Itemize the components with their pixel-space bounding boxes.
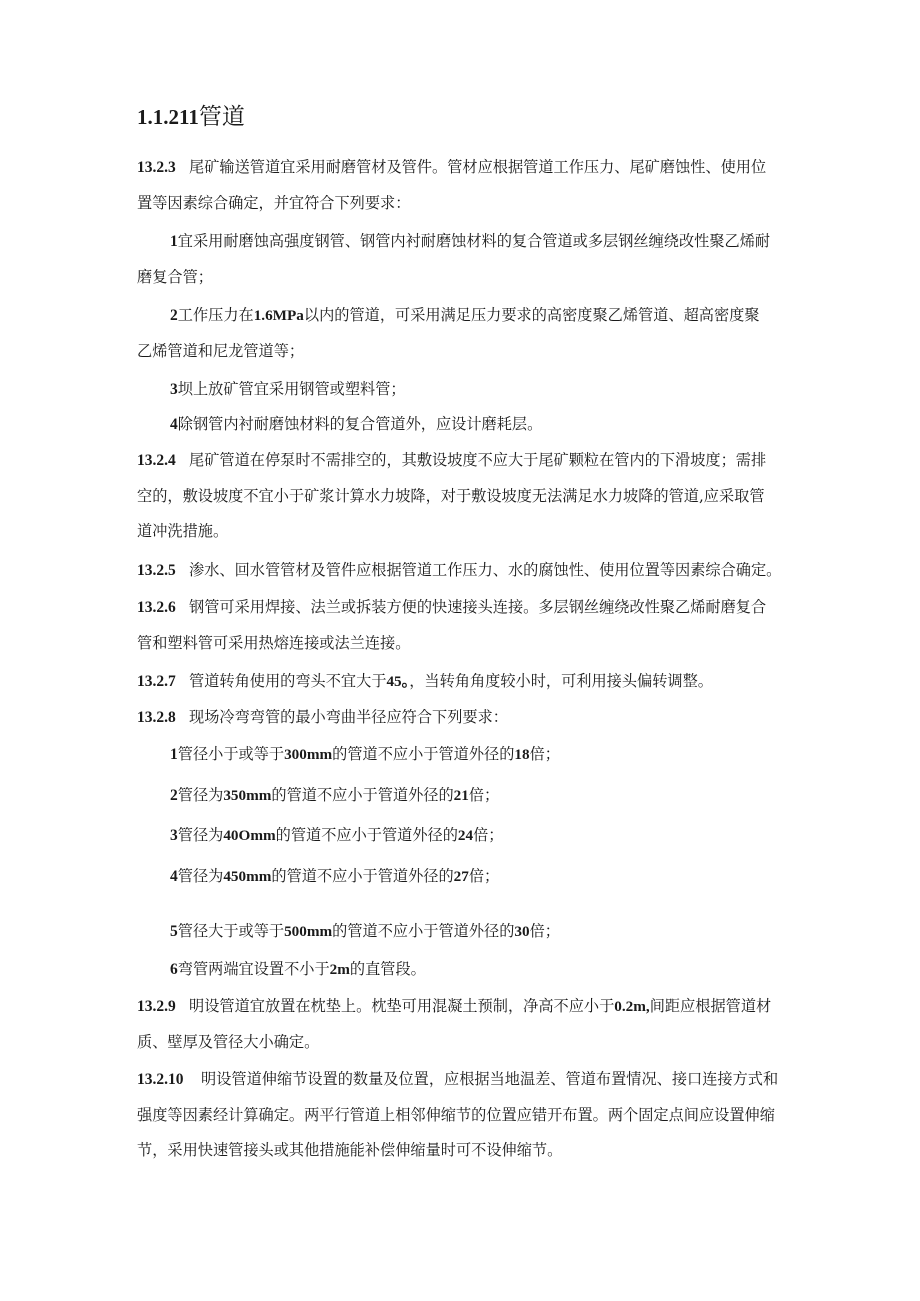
clause-text-line: 质、壁厚及管径大小确定。 (137, 1032, 320, 1051)
clause-text-line: 渗水、回水管管材及管件应根据管道工作压力、水的腐蚀性、使用位置等因素综合确定。 (189, 561, 782, 579)
diameter-value: 350mm (223, 787, 272, 804)
multiple-value: 21 (453, 787, 469, 804)
bend-item-2 (170, 778, 785, 814)
clause-number: 13.2.8 (137, 709, 176, 726)
clause-13-2-3 (137, 150, 785, 221)
clause-text-line: 钢管可采用焊接、法兰或拆装方便的快速接头连接。多层钢丝缠绕改性聚乙烯耐磨复合 (189, 598, 767, 616)
clause-number: 13.2.5 (137, 562, 176, 579)
item-text: 的管道不应小于管道外径的 (275, 826, 458, 844)
bend-item-3 (170, 818, 785, 854)
clause-13-2-8 (137, 700, 785, 736)
multiple-value: 27 (453, 868, 469, 885)
item-text: 的管道不应小于管道外径的 (271, 867, 454, 885)
item-text: 倍； (529, 745, 560, 763)
item-text: 的管道不应小于管道外径的 (332, 745, 515, 763)
item-text: 除钢管内衬耐磨蚀材料的复合管道外，应设计磨耗层。 (177, 415, 543, 433)
item-text: 坝上放矿管宜采用钢管或塑料管； (177, 380, 406, 398)
clause-text-line: 尾矿管道在停泵时不需排空的，其敷设坡度不应大于尾矿颗粒在管内的下滑坡度；需排 (189, 451, 767, 469)
item-text-line: 乙烯管道和尼龙管道等； (137, 341, 305, 360)
item-number: 1 (170, 746, 178, 763)
clause-number: 13.2.4 (137, 452, 176, 469)
item-text: 的管道不应小于管道外径的 (332, 922, 515, 940)
clause-text-line: 现场冷弯弯管的最小弯曲半径应符合下列要求： (189, 708, 508, 726)
item-text: 管径小于或等于 (177, 745, 285, 763)
multiple-value: 24 (457, 827, 474, 844)
item-text: 管径为 (177, 826, 224, 844)
item-number: 4 (170, 416, 178, 433)
clause-number: 13.2.7 (137, 673, 176, 690)
clause-13-2-9 (137, 989, 785, 1060)
length-value: 2m (329, 961, 350, 978)
item-number: 3 (170, 827, 178, 844)
item-text: 倍； (468, 786, 500, 804)
item-text: 工作压力在 (177, 306, 254, 324)
clause-text-line: 尾矿输送管道宜采用耐磨管材及管件。管材应根据管道工作压力、尾矿磨蚀性、使用位 (189, 158, 767, 176)
bend-item-1 (170, 737, 785, 773)
item-text: 的管道不应小于管道外径的 (271, 786, 454, 804)
bend-item-6 (170, 952, 785, 988)
clause-13-2-7 (137, 664, 785, 700)
list-item-4 (170, 407, 785, 443)
item-number: 6 (170, 961, 178, 978)
item-text: 倍； (473, 826, 504, 844)
item-text: 的直管段。 (349, 960, 426, 978)
item-text-line: 磨复合管； (137, 267, 213, 286)
item-text: 倍； (529, 922, 560, 940)
item-number: 2 (170, 307, 178, 324)
clause-text: 管道转角使用的弯头不宜大于 (189, 672, 387, 690)
multiple-value: 18 (514, 746, 530, 763)
height-value: 0.2m, (614, 998, 650, 1015)
item-number: 1 (170, 233, 178, 250)
pressure-value: 1.6MPa (253, 307, 304, 324)
item-text: 倍； (468, 867, 500, 885)
clause-text-line: 节，采用快速管接头或其他措施能补偿伸缩量时可不设伸缩节。 (137, 1141, 563, 1159)
item-number: 2 (170, 787, 178, 804)
clause-number: 13.2.10 (137, 1071, 184, 1088)
angle-value: 45。 (386, 673, 410, 690)
clause-text-line: 强度等因素经计算确定。两平行管道上相邻伸缩节的位置应错开布置。两个固定点间应设置伸缩 (137, 1105, 775, 1124)
diameter-value: 300mm (284, 746, 333, 763)
clause-text-line: 空的，敷设坡度不宜小于矿浆计算水力坡降，对于敷设坡度无法满足水力坡降的管道,应采取管 (137, 486, 765, 505)
item-text: 管径大于或等于 (177, 922, 285, 940)
diameter-value: 500mm (284, 923, 333, 940)
item-number: 4 (170, 868, 178, 885)
clause-text-line: 道冲洗措施。 (137, 522, 229, 540)
bend-item-5 (170, 914, 785, 950)
clause-text-line: 管和塑料管可采用热熔连接或法兰连接。 (137, 633, 411, 652)
multiple-value: 30 (514, 923, 530, 940)
section-number: 1.1.211 (137, 105, 199, 129)
clause-text-line: 置等因素综合确定，并宜符合下列要求： (137, 193, 411, 212)
clause-text-line: 明设管道伸缩节设置的数量及位置，应根据当地温差、管道布置情况、接口连接方式和 (201, 1070, 779, 1088)
list-item-2 (137, 298, 785, 369)
list-item-1 (137, 224, 785, 295)
list-item-3 (170, 372, 785, 408)
clause-13-2-4 (137, 443, 785, 550)
item-text-line: 宜采用耐磨蚀高强度钢管、钢管内衬耐磨蚀材料的复合管道或多层钢丝缠绕改性聚乙烯耐 (177, 232, 771, 250)
clause-number: 13.2.9 (137, 998, 176, 1015)
section-title: 管道 (198, 104, 245, 130)
diameter-value: 40Omm (223, 827, 276, 844)
item-text: 管径为 (177, 867, 224, 885)
diameter-value: 450mm (223, 868, 272, 885)
clause-13-2-6 (137, 590, 785, 661)
item-text: 以内的管道，可采用满足压力要求的高密度聚乙烯管道、超高密度聚 (303, 306, 760, 324)
item-text: 弯管两端宜设置不小于 (177, 960, 330, 978)
clause-13-2-5 (137, 553, 785, 589)
bend-item-4 (170, 859, 785, 895)
clause-number: 13.2.6 (137, 599, 176, 616)
item-number: 5 (170, 923, 178, 940)
clause-text: ，当转角角度较小时，可利用接头偏转调整。 (409, 672, 713, 690)
item-number: 3 (170, 381, 178, 398)
item-text: 管径为 (177, 786, 224, 804)
section-heading (137, 100, 245, 134)
clause-text: 明设管道宜放置在枕垫上。枕垫可用混凝土预制，净高不应小于 (189, 997, 615, 1015)
clause-13-2-10 (137, 1062, 785, 1169)
clause-text: 间距应根据管道材 (649, 997, 772, 1015)
clause-number: 13.2.3 (137, 159, 176, 176)
